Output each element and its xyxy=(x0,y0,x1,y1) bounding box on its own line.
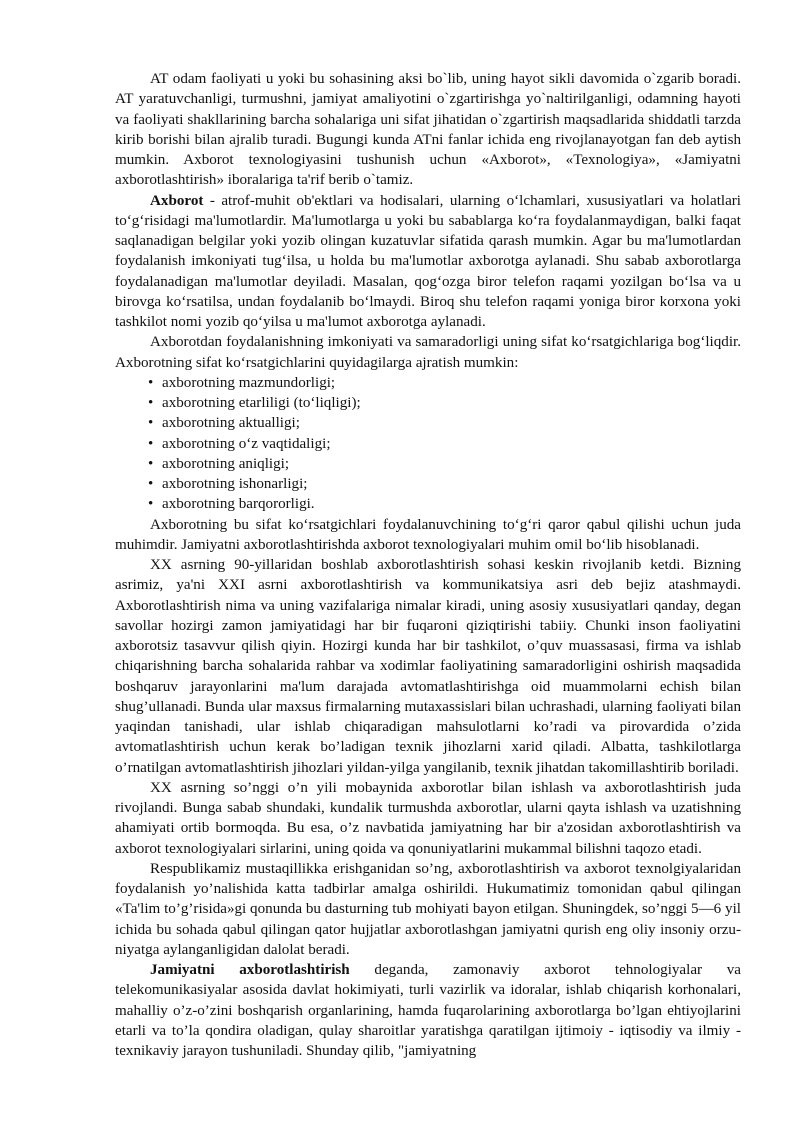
list-item xyxy=(148,373,741,393)
bullet-icon: • xyxy=(148,476,154,492)
list-item-text: axborotning aniqligi; xyxy=(162,455,290,472)
paragraph-5: XX asrning 90-yillaridan boshlab axborotlashtirish sohasi keskin rivojlanib ketdi. Bizning asrimiz, ya'ni XXI asrni axborotlashtirish va kommunikatsiya asri deb bejiz atashmaydi. Axborotlashtirish nima va uning vazifalariga nimalar kiradi, uning asosiy xususiyatlari qanday, degan savollar hozirgi zamon jamiyatidagi har bir fuqaroni qiziqtirishi tabiiy. Chunki inson faoliyatini axborotsiz tasavvur qilish qiyin. Hozirgi kunda har bir tashkilot, o’quv muassasasi, firma va ishlab chiqarishning barcha sohalarida rahbar va xodimlar faoliyatining samaradorligini oshirish maqsadida boshqaruv jarayonlarini ma'lum darajada avtomatlashtirishga oid muammolarni echish bilan shug’ullanadi. Bunda ular maxsus firmalarning mutaxassislari bilan uchrashadi, ularning faoliyati bilan yaqindan tanishadi, ular ishlab chiqaradigan mahsulotlarni ko’radi va pirovardida o’zida avtomatlashtirish uchun kerak bo’ladigan texnik jihozlarni xarid qiladi. Albatta, tashkilotlarga o’rnatilgan avtomatlashtirish jihozlari yildan-yilga yangilanib, texnik jihatdan takomillashtirib boriladi. xyxy=(115,557,741,776)
bullet-icon: • xyxy=(148,435,154,452)
bullet-icon: • xyxy=(148,374,154,391)
bullet-icon: • xyxy=(148,415,154,432)
bullet-icon: • xyxy=(148,455,154,472)
paragraph-7: Respublikamiz mustaqillikka erishganidan so’ng, axborotlashtirish va axborot texnolgiyalaridan foydalanish yo’nalishida katta tadbirlar amalga oshirildi. Hukumatimiz tomonidan qabul qilingan «Ta'lim to’g’risida»gi qonunda bu dasturning tub mohiyati bayon etilgan. Shuningdek, so’nggi 5—6 yil ichida bu sohada qabul qilingan qator hujjatlar axborotlashgan jamiyatni qurish eng oliy insoniy orzu-niyatga aylanganligidan dalolat beradi. xyxy=(115,860,741,958)
list-item xyxy=(148,454,741,474)
paragraph-8 xyxy=(115,960,741,1061)
list-item-text: axborotning barqororligi. xyxy=(162,496,315,513)
quality-indicators-list xyxy=(115,373,741,515)
list-item-text: axborotning etarliligi (to‘liqligi); xyxy=(162,395,361,411)
paragraph-2 xyxy=(115,191,741,333)
term-axborot: Axborot xyxy=(150,192,204,209)
list-item-text: axborotning aktualligi; xyxy=(162,415,300,432)
list-item xyxy=(148,393,741,413)
paragraph-4: Axborotning bu sifat ko‘rsatgichlari foydalanuvchining to‘g‘ri qaror qabul qilishi uchun juda muhimdir. Jamiyatni axborotlashtirishda axborot texnologiyalari muhim omil bo‘lib hisoblanadi. xyxy=(115,516,741,553)
paragraph-8-text: deganda, zamonaviy axborot tehnologiyalar va telekomunikasiyalar asosida davlat hokimiyati, turli vazirlik va idoralar, ishlab chiqarish korhonalari, mahalliy o’z-o’zini boshqarish organlarining, hamda fuqarolarining axborotlarga bo’lgan ehtiyojlarini etarli va to’la qondira oladigan, qulay sharoitlar yaratishga qaratilgan ijtimoiy - iqtisodiy va ilmiy - texnikaviy jarayon tushuniladi. Shunday qilib, "jamiyatning xyxy=(115,962,741,1059)
paragraph-6: XX asrning so’nggi o’n yili mobaynida axborotlar bilan ishlash va axborotlashtirish juda rivojlandi. Bunga sabab shundaki, kundalik turmushda axborotlar, ularni qayta ishlash va uzatishning ahamiyati ortib bormoqda. Bu esa, o’z navbatida jamiyatning har bir a'zosidan axborotlashtirish va axborot texnologiyalari sirlarini, uning qoida va qonuniyatlarini mukammal bilishni taqozo etadi. xyxy=(115,779,741,857)
term-jamiyatni-axborotlashtirish: Jamiyatni axborotlashtirish xyxy=(150,962,350,978)
list-item xyxy=(148,413,741,433)
paragraph-3: Axborotdan foydalanishning imkoniyati va samaradorligi uning sifat ko‘rsatgichlariga bog‘liqdir. Axborotning sifat ko‘rsatgichlarini quyidagilarga ajratish mumkin: xyxy=(115,334,741,371)
bullet-icon: • xyxy=(148,496,154,513)
paragraph-1: AT odam faoliyati u yoki bu sohasining aksi bo`lib, uning hayot sikli davomida o`zgarib boradi. AT yaratuvchanligi, turmushni, jamiyat amaliyotini o`zgartirishga yo`naltirilganligi, odamning hayoti va faoliyati shakllarining barcha sohalariga uni sifat jihatidan o`zgartirish maqsadlarida shiddatli tarzda kirib borishi bilan ajralib turadi. Bugungi kunda ATni fanlar ichida eng rivojlanayotgan fan deb aytish mumkin. Axborot texnologiyasini tushunish uchun «Axborot», «Texnologiya», «Jamiyatni axborotlashtirish» iboralariga ta'rif berib o`tamiz. xyxy=(115,71,741,189)
list-item-text: axborotning ishonarligi; xyxy=(162,476,308,492)
list-item xyxy=(148,434,741,454)
list-item-text: axborotning mazmundorligi; xyxy=(162,374,336,391)
paragraph-2-text: - atrof-muhit ob'ektlari va hodisalari, ularning o‘lchamlari, xususiyatlari va holatlari to‘g‘risidagi ma'lumotlardir. Ma'lumotlarga u yoki bu sabablarga ko‘ra foydalanmaydigan, balki faqat saqlanadigan belgilar yoki yozib olingan kuzatuvlar sifatida qarash mumkin. Agar bu ma'lumotlardan foydalanish imkoniyati tug‘ilsa, u holda bu ma'lumotlar axborotga aylanadi. Shu sabab axborotlarga foydalanadigan ma'lumotlar deyiladi. Masalan, qog‘ozga biror telefon raqami yozilgan bo‘lsa va u birovga ko‘rsatilsa, undan foydalanib bo‘lmaydi. Biroq shu telefon raqami yoniga biror korxona yoki tashkilot nomi yozib qo‘yilsa u ma'lumot axborotga aylanadi. xyxy=(115,192,741,330)
list-item xyxy=(148,474,741,494)
bullet-icon: • xyxy=(148,395,154,411)
list-item xyxy=(148,494,741,514)
list-item-text: axborotning o‘z vaqtidaligi; xyxy=(162,435,331,452)
